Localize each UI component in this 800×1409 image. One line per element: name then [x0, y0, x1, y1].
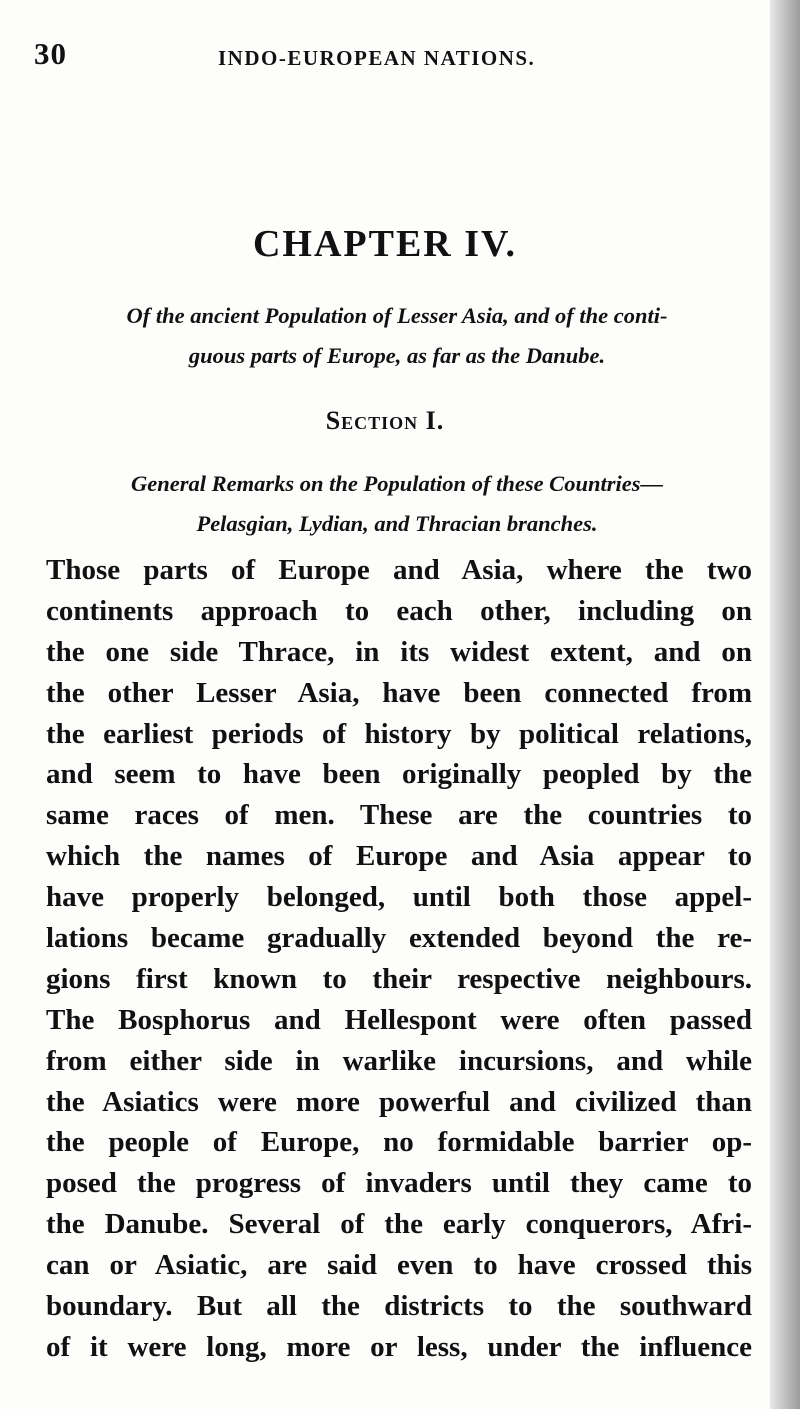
- section-title: Section I.: [325, 406, 445, 435]
- body-text: [46, 550, 752, 1368]
- body-line: Those parts of Europe and Asia, where the two: [46, 554, 752, 586]
- chapter-subtitle-line: guous parts of Europe, as far as the Danube.: [188, 343, 606, 368]
- body-line: which the names of Europe and Asia appear to: [46, 840, 752, 873]
- body-line: posed the progress of invaders until they came to: [46, 1167, 752, 1200]
- body-line: the other Lesser Asia, have been connected from: [46, 676, 752, 709]
- chapter-subtitle: [42, 296, 752, 376]
- body-line: continents approach to each other, including on: [46, 594, 752, 627]
- section-subtitle-line: General Remarks on the Population of these Countries—: [131, 471, 663, 496]
- body-line: the Danube. Several of the early conquerors, Afri-: [46, 1208, 752, 1241]
- body-line: gions first known to their respective neighbours.: [46, 962, 752, 995]
- body-line: the Asiatics were more powerful and civilized than: [46, 1085, 752, 1118]
- body-line: from either side in warlike incursions, and while: [46, 1044, 752, 1077]
- body-line: lations became gradually extended beyond the re-: [46, 922, 752, 955]
- running-head: INDO-EUROPEAN NATIONS.: [218, 46, 536, 70]
- chapter-subtitle-line: Of the ancient Population of Lesser Asia, and of the conti-: [126, 303, 668, 328]
- body-line: the one side Thrace, in its widest extent, and on: [46, 635, 752, 668]
- section-subtitle: [42, 464, 752, 544]
- body-line: have properly belonged, until both those appel-: [46, 881, 752, 914]
- body-line: the people of Europe, no formidable barrier op-: [46, 1126, 752, 1159]
- body-line: The Bosphorus and Hellespont were often passed: [46, 1003, 752, 1036]
- body-line: same races of men. These are the countries to: [46, 799, 752, 832]
- body-line: can or Asiatic, are said even to have crossed this: [46, 1249, 752, 1282]
- body-line: of it were long, more or less, under the influence: [46, 1330, 752, 1363]
- page-number: 30: [34, 36, 67, 71]
- page-gutter-shadow: [770, 0, 800, 1409]
- section-subtitle-line: Pelasgian, Lydian, and Thracian branches.: [196, 511, 598, 536]
- body-line: the earliest periods of history by political relations,: [46, 717, 752, 750]
- body-line: and seem to have been originally peopled by the: [46, 758, 752, 791]
- body-line: boundary. But all the districts to the southward: [46, 1290, 752, 1323]
- chapter-title: CHAPTER IV.: [252, 223, 518, 265]
- page-header: [34, 36, 734, 76]
